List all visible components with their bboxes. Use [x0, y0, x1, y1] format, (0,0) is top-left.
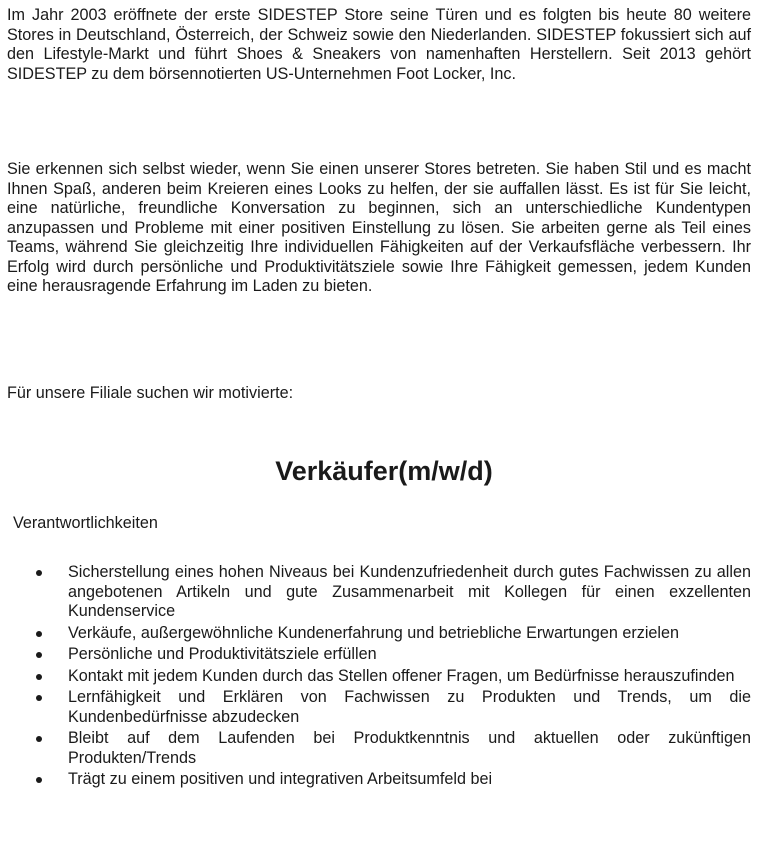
bullet-icon — [36, 570, 42, 576]
responsibilities-list — [0, 563, 768, 792]
responsibilities-heading: Verantwortlichkeiten — [13, 514, 158, 532]
list-item-text: Verkäufe, außergewöhnliche Kundenerfahrung und betriebliche Erwartungen erzielen — [68, 623, 680, 642]
bullet-icon — [36, 736, 42, 742]
list-item — [0, 645, 768, 665]
bullet-icon — [36, 695, 42, 701]
job-title-heading: Verkäufer(m/w/d) — [275, 456, 493, 486]
list-item — [0, 563, 768, 622]
intro-line: Für unsere Filiale suchen wir motivierte: — [7, 384, 294, 402]
list-item-text: Persönliche und Produktivitätsziele erfüllen — [68, 645, 377, 663]
list-item — [0, 667, 768, 687]
bullet-icon — [36, 631, 42, 637]
list-item — [0, 688, 768, 727]
list-item-text: Bleibt auf dem Laufenden bei Produktkenntnis und aktuellen oder zukünftigen Produkten/Trends — [68, 729, 751, 767]
list-item-text: Kontakt mit jedem Kunden durch das Stellen offener Fragen, um Bedürfnisse herauszufinden — [68, 666, 735, 685]
list-item-text: Trägt zu einem positiven und integrativen Arbeitsumfeld bei — [68, 770, 493, 788]
bullet-icon — [36, 777, 42, 783]
bullet-icon — [36, 674, 42, 680]
company-description-paragraph: Im Jahr 2003 eröffnete der erste SIDESTEP Store seine Türen und es folgten bis heute 80 weitere Stores in Deutschland, Österreich, der Schweiz sowie den Niederlanden. SIDESTEP fokussiert sich auf den Lifestyle-Markt und führt Shoes & Sneakers von namenhaften Herstellern. Seit 2013 gehört SIDESTEP zu dem börsennotierten US-Unternehmen Foot Locker, Inc. — [7, 6, 751, 83]
list-item-text: Sicherstellung eines hohen Niveaus bei Kundenzufriedenheit durch gutes Fachwissen zu allen angebotenen Artikeln und gute Zusammenarbeit mit Kollegen für einen exzellenten Kundenservice — [68, 563, 751, 620]
list-item — [0, 770, 768, 790]
list-item-text: Lernfähigkeit und Erklären von Fachwissen zu Produkten und Trends, um die Kundenbedürfnisse abzudecken — [68, 688, 751, 726]
list-item — [0, 729, 768, 768]
list-item — [0, 624, 768, 644]
candidate-profile-paragraph: Sie erkennen sich selbst wieder, wenn Sie einen unserer Stores betreten. Sie haben Stil und es macht Ihnen Spaß, anderen beim Kreieren eines Looks zu helfen, der sie auffallen lässt. Es ist für Sie leicht, eine natürliche, freundliche Konversation zu beginnen, sich an unterschiedliche Kundentypen anzupassen und Probleme mit einer positiven Einstellung zu lösen. Sie arbeiten gerne als Teil eines Teams, während Sie gleichzeitig Ihre individuellen Fähigkeiten auf der Verkaufsfläche verbessern. Ihr Erfolg wird durch persönliche und Produktivitätsziele sowie Ihre Fähigkeit gemessen, jedem Kunden eine herausragende Erfahrung im Laden zu bieten. — [7, 160, 751, 295]
bullet-icon — [36, 652, 42, 658]
